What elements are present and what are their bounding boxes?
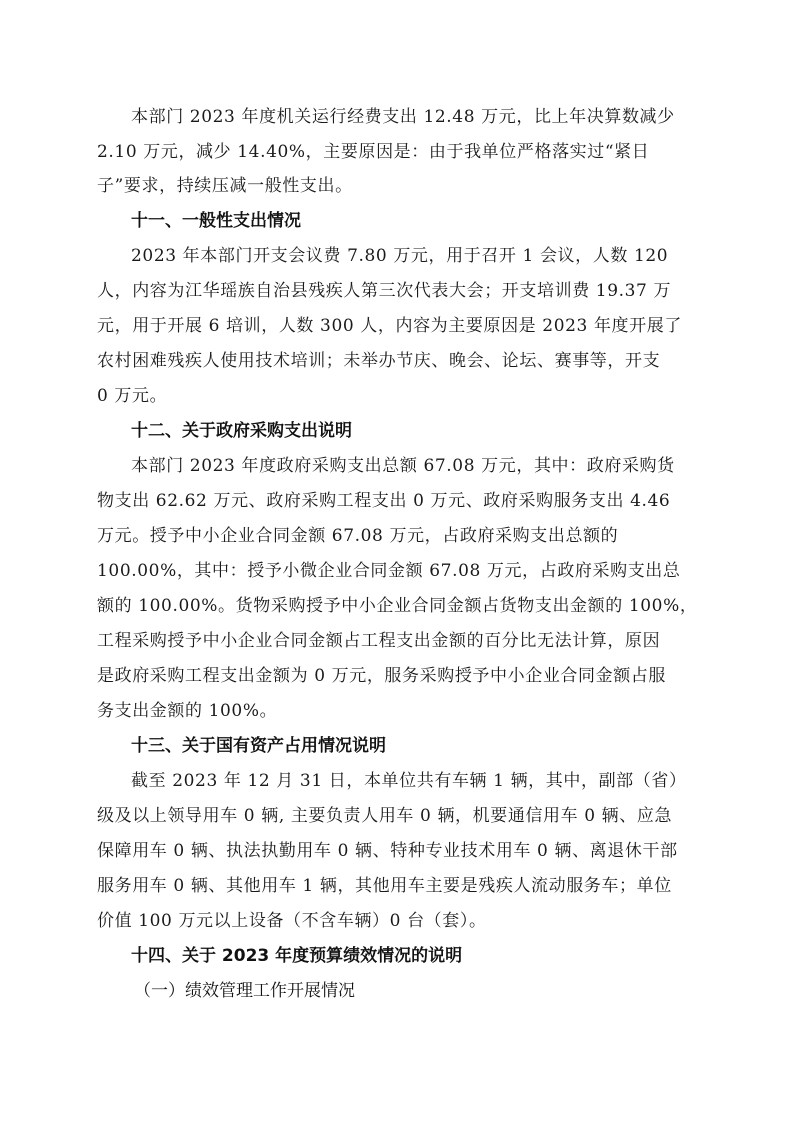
paragraph-line: 物支出 62.62 万元、政府采购工程支出 0 万元、政府采购服务支出 4.46 [97, 491, 671, 511]
paragraph-line: 本部门 2023 年度政府采购支出总额 67.08 万元，其中：政府采购货 [131, 456, 675, 476]
paragraph-line: 100.00%，其中：授予小微企业合同金额 67.08 万元，占政府采购支出总 [97, 561, 681, 581]
paragraph-line: 服务用车 0 辆、其他用车 1 辆，其他用车主要是残疾人流动服务车；单位 [97, 876, 672, 896]
paragraph-line: 0 万元。 [97, 386, 168, 406]
paragraph-line: 截至 2023 年 12 月 31 日，本单位共有车辆 1 辆，其中，副部（省） [131, 771, 687, 791]
paragraph-line: 工程采购授予中小企业合同金额占工程支出金额的百分比无法计算，原因 [97, 631, 661, 651]
paragraph-line: 保障用车 0 辆、执法执勤用车 0 辆、特种专业技术用车 0 辆、离退休干部 [97, 841, 678, 861]
paragraph-line: 是政府采购工程支出金额为 0 万元，服务采购授予中小企业合同金额占服 [97, 666, 667, 686]
paragraph-line: 额的 100.00%。货物采购授予中小企业合同金额占货物支出金额的 100%， [97, 596, 698, 616]
paragraph-line: 2.10 万元，减少 14.40%，主要原因是：由于我单位严格落实过“紧日 [97, 142, 650, 162]
paragraph-line: 人，内容为江华瑶族自治县残疾人第三次代表大会；开支培训费 19.37 万 [97, 281, 672, 301]
section-heading-11: 十一、一般性支出情况 [131, 211, 301, 231]
section-heading-12: 十二、关于政府采购支出说明 [131, 421, 352, 441]
section-heading-14: 十四、关于 2023 年度预算绩效情况的说明 [131, 946, 463, 966]
paragraph-line: 级及以上领导用车 0 辆, 主要负责人用车 0 辆，机要通信用车 0 辆、应急 [97, 806, 673, 826]
paragraph-line: 万元。授予中小企业合同金额 67.08 万元，占政府采购支出总额的 [97, 526, 619, 546]
paragraph-line: 元，用于开展 6 培训，人数 300 人，内容为主要原因是 2023 年度开展了 [97, 316, 682, 336]
paragraph-line: 子”要求，持续压减一般性支出。 [97, 176, 353, 196]
paragraph-line: 农村困难残疾人使用技术培训；未举办节庆、晚会、论坛、赛事等，开支 [97, 351, 661, 371]
subsection-heading: （一）绩效管理工作开展情况 [134, 981, 355, 1001]
paragraph-line: 2023 年本部门开支会议费 7.80 万元，用于召开 1 会议，人数 120 [131, 246, 669, 266]
paragraph-line: 价值 100 万元以上设备（不含车辆）0 台（套）。 [97, 911, 487, 931]
section-heading-13: 十三、关于国有资产占用情况说明 [131, 736, 386, 756]
paragraph-line: 务支出金额的 100%。 [97, 701, 278, 721]
paragraph-line: 本部门 2023 年度机关运行经费支出 12.48 万元，比上年决算数减少 [131, 107, 675, 127]
